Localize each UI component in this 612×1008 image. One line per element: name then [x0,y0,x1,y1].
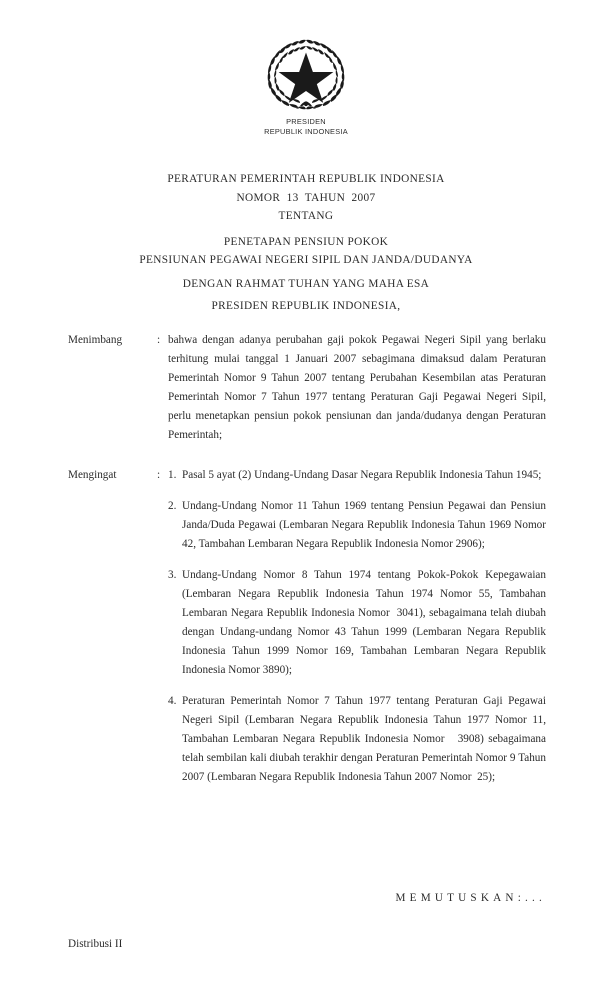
list-item [168,692,549,787]
heading-number: NOMOR 13 TAHUN 2007 [236,192,376,204]
clause-menimbang-colon: : [157,334,161,346]
heading-regulation-type: PERATURAN PEMERINTAH REPUBLIK INDONESIA [167,173,445,185]
heading-authority: PRESIDEN REPUBLIK INDONESIA, [211,300,401,312]
clause-menimbang [68,331,549,445]
heading-number-row [0,191,612,206]
clause-mengingat-colon: : [157,469,161,481]
heading-regulation-type-row [0,172,612,187]
heading-about: TENTANG [278,210,334,222]
heading-invocation: DENGAN RAHMAT TUHAN YANG MAHA ESA [182,278,430,290]
heading-subject-line2-row [0,253,612,268]
clause-menimbang-label: Menimbang [68,334,123,346]
list-item-number: 2. [168,500,177,512]
decision-marker: MEMUTUSKAN:... [395,892,546,904]
heading-subject-line1-row [0,235,612,250]
emblem-caption-line2: REPUBLIK INDONESIA [264,127,348,137]
heading-authority-row [0,299,612,314]
list-item-number: 4. [168,695,177,707]
list-item-text: Undang-Undang Nomor 11 Tahun 1969 tentang Pensiun Pegawai dan Pensiun Janda/Duda Pegawai (Lembaran Negara Republik Indonesia Tahun 1969 Nomor 42, Tambahan Lembaran Negara Republik Indonesia Nomor 2906); [182,500,549,550]
heading-about-row [0,209,612,224]
list-item-number: 1. [168,469,177,481]
presidential-emblem-block [0,38,612,138]
heading-invocation-row [0,277,612,292]
emblem-caption-line1: PRESIDEN [286,117,326,126]
list-item-text: Peraturan Pemerintah Nomor 7 Tahun 1977 tentang Peraturan Gaji Pegawai Negeri Sipil (Lembaran Negara Republik Indonesia Tahun 1977 Nomor 11, Tambahan Lembaran Negara Republik Indonesia Nomor 3908) sebagaimana telah sembilan kali diubah terakhir dengan Peraturan Pemerintah Nomor 9 Tahun 2007 (Lembaran Negara Republik Indonesia Tahun 2007 Nomor 25); [182,695,549,783]
emblem-caption [0,117,612,138]
distribution-label: Distribusi II [68,938,123,950]
list-item-number: 3. [168,569,177,581]
indonesian-presidential-seal-icon [264,38,348,112]
list-item-text: Pasal 5 ayat (2) Undang-Undang Dasar Negara Republik Indonesia Tahun 1945; [182,469,542,481]
clause-mengingat-body [168,466,549,787]
heading-subject-line2: PENSIUNAN PEGAWAI NEGERI SIPIL DAN JANDA/DUDANYA [139,254,473,266]
list-item [168,497,549,554]
clause-menimbang-text: bahwa dengan adanya perubahan gaji pokok Pegawai Negeri Sipil yang berlaku terhitung mulai tanggal 1 Januari 2007 sebagimana dimaksud dalam Peraturan Pemerintah Nomor 9 Tahun 2007 tentang Perubahan Kesembilan atas Peraturan Pemerintah Nomor 7 Tahun 1977 tentang Peraturan Gaji Pegawai Negeri Sipil, perlu menetapkan pensiun pokok pensiunan dan janda/dudanya dengan Peraturan Pemerintah; [168,334,549,441]
legal-basis-list [168,466,549,787]
heading-subject-line1: PENETAPAN PENSIUN POKOK [223,236,389,248]
clause-mengingat [68,466,549,787]
clause-menimbang-body [168,331,549,445]
clause-mengingat-label: Mengingat [68,469,117,481]
list-item-text: Undang-Undang Nomor 8 Tahun 1974 tentang Pokok-Pokok Kepegawaian (Lembaran Negara Republik Indonesia Tahun 1974 Nomor 55, Tambahan Lembaran Negara Republik Indonesia Nomor 3041), sebagaimana telah diubah dengan Undang-undang Nomor 43 Tahun 1999 (Lembaran Negara Republik Indonesia Tahun 1999 Nomor 169, Tambahan Lembaran Negara Republik Indonesia Nomor 3890); [182,569,549,676]
list-item [168,466,546,485]
list-item [168,566,549,680]
